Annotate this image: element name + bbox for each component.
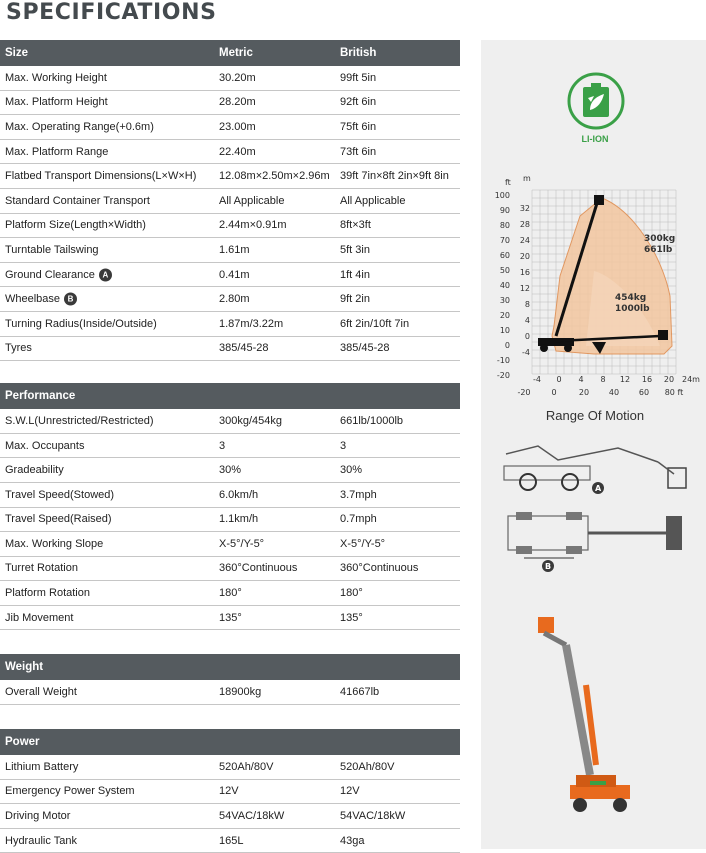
spec-label-text: S.W.L(Unrestricted/Restricted) <box>5 414 154 427</box>
british-value: 8ft×3ft <box>340 219 371 232</box>
spec-label-text: Hydraulic Tank <box>5 834 77 847</box>
british-value: 135° <box>340 611 363 624</box>
y-tick-ft: 30 <box>499 296 510 305</box>
load-label-a-lb: 661lb <box>644 245 673 255</box>
spec-label-text: Travel Speed(Stowed) <box>5 488 115 501</box>
section-performance <box>0 383 460 630</box>
range-of-motion-chart <box>494 174 700 402</box>
metric-value: 30% <box>219 464 242 477</box>
spec-label-text: Platform Rotation <box>5 587 90 600</box>
load-label-b-kg: 454kg <box>615 293 647 303</box>
table-row <box>0 189 460 214</box>
y-tick-ft: 90 <box>499 206 510 215</box>
british-value: 1ft 4in <box>340 268 370 281</box>
british-value: 520Ah/80V <box>340 760 395 773</box>
spec-label <box>5 318 157 330</box>
y-tick-ft: 80 <box>499 221 510 230</box>
y-tick-m: 4 <box>524 316 530 325</box>
spec-label <box>5 785 135 797</box>
table-row <box>0 804 460 829</box>
section-gap <box>0 705 460 729</box>
x-tick-m: 4 <box>578 375 584 384</box>
british-value: 12V <box>340 785 360 798</box>
metric-value: 0.41m <box>219 268 250 281</box>
boom-lift-illustration <box>530 615 640 815</box>
spec-label-text: Max. Occupants <box>5 439 85 452</box>
british-value: 0.7mph <box>340 513 377 526</box>
section-power <box>0 729 460 853</box>
section-gap <box>0 361 460 383</box>
table-row <box>0 263 460 288</box>
table-row <box>0 606 460 631</box>
table-row <box>0 508 460 533</box>
table-row <box>0 780 460 805</box>
spec-label-text: Standard Container Transport <box>5 194 150 207</box>
x-tick-ft: 20 <box>578 388 590 397</box>
table-row <box>0 238 460 263</box>
british-value: 6ft 2in/10ft 7in <box>340 317 410 330</box>
table-row <box>0 532 460 557</box>
y-tick-m: -4 <box>522 348 530 357</box>
spec-label-text: Max. Platform Height <box>5 96 108 109</box>
metric-value: 12.08m×2.50m×2.96m <box>219 170 330 183</box>
x-tick-ft: 80 ft <box>664 388 684 397</box>
x-tick-m: 0 <box>556 375 562 384</box>
metric-value: 1.1km/h <box>219 513 259 526</box>
metric-value: 30.20m <box>219 71 256 84</box>
british-value: 75ft 6in <box>340 120 377 133</box>
table-row <box>0 409 460 434</box>
section-title: Size <box>5 47 29 59</box>
table-row <box>0 581 460 606</box>
marker-a <box>592 482 604 494</box>
page-title: SPECIFICATIONS <box>6 0 217 25</box>
section-title: Performance <box>5 390 76 403</box>
metric-value: 180° <box>219 587 242 600</box>
spec-label <box>5 219 146 231</box>
british-value: 99ft 5in <box>340 71 377 84</box>
dimension-marker-badge: A <box>99 268 112 281</box>
spec-label <box>5 170 196 182</box>
british-value: 3 <box>340 439 347 452</box>
spec-label-text: Turntable Tailswing <box>5 243 99 256</box>
spec-label-text: Travel Speed(Raised) <box>5 513 112 526</box>
y-tick-ft: 100 <box>494 191 510 200</box>
machine-side-view-diagram <box>498 440 694 500</box>
spec-label <box>5 513 112 525</box>
y-tick-m: 0 <box>524 332 530 341</box>
british-value: All Applicable <box>340 194 406 207</box>
table-row <box>0 140 460 165</box>
x-tick-m: 20 <box>663 375 675 384</box>
spec-label <box>5 342 32 354</box>
metric-value: 300kg/454kg <box>219 414 282 427</box>
spec-label <box>5 538 103 550</box>
x-tick-ft: -20 <box>517 388 531 397</box>
spec-label-text: Max. Working Slope <box>5 537 104 550</box>
table-row <box>0 680 460 705</box>
table-row <box>0 557 460 582</box>
spec-label <box>5 96 108 108</box>
metric-value: 54VAC/18kW <box>219 810 285 823</box>
section-header <box>0 383 460 409</box>
table-row <box>0 458 460 483</box>
metric-value: 3 <box>219 439 226 452</box>
metric-value: 12V <box>219 785 239 798</box>
x-tick-m: -4 <box>533 375 541 384</box>
spec-label-text: Turret Rotation <box>5 562 78 575</box>
y-unit-m: m <box>523 174 531 183</box>
spec-label-text: Lithium Battery <box>5 760 79 773</box>
metric-value: 1.61m <box>219 243 250 256</box>
metric-value: 28.20m <box>219 96 256 109</box>
table-row <box>0 164 460 189</box>
spec-label-text: Gradeability <box>5 464 64 477</box>
section-title: Power <box>5 736 40 749</box>
y-tick-ft: 40 <box>499 281 510 290</box>
y-tick-m: 32 <box>519 204 530 213</box>
metric-column-header: Metric <box>219 47 253 59</box>
metric-value: 23.00m <box>219 120 256 133</box>
svg-text:B: B <box>545 562 552 571</box>
x-tick-m: 16 <box>641 375 653 384</box>
british-value: 39ft 7in×8ft 2in×9ft 8in <box>340 170 449 183</box>
section-gap <box>0 630 460 654</box>
british-value: 43ga <box>340 834 365 847</box>
spec-label <box>5 415 154 427</box>
y-tick-ft: 0 <box>504 341 510 350</box>
x-tick-m: 12 <box>619 375 631 384</box>
metric-value: 2.80m <box>219 293 250 306</box>
table-row <box>0 483 460 508</box>
spec-label <box>5 562 78 574</box>
machine-top-view-diagram <box>498 508 694 576</box>
y-unit-ft: ft <box>505 178 511 187</box>
spec-label <box>5 146 108 158</box>
y-tick-ft: 10 <box>499 326 510 335</box>
table-row <box>0 755 460 780</box>
section-title: Weight <box>5 661 44 674</box>
metric-value: 2.44m×0.91m <box>219 219 287 232</box>
y-tick-m: 16 <box>519 268 530 277</box>
spec-label <box>5 195 150 207</box>
spec-label <box>5 686 77 698</box>
dimension-marker-badge: B <box>64 293 77 306</box>
x-tick-ft: 60 <box>638 388 650 397</box>
spec-label-text: Emergency Power System <box>5 785 135 798</box>
spec-label <box>5 293 77 306</box>
spec-label <box>5 244 99 256</box>
x-tick-m: 24m <box>682 375 700 384</box>
spec-label <box>5 835 77 847</box>
british-value: 41667lb <box>340 686 380 699</box>
metric-value: X-5°/Y-5° <box>219 537 265 550</box>
spec-label <box>5 440 84 452</box>
spec-label <box>5 587 90 599</box>
british-value: 92ft 6in <box>340 96 377 109</box>
range-of-motion-label: Range Of Motion <box>545 408 645 423</box>
british-value: 3.7mph <box>340 488 377 501</box>
british-value: 360°Continuous <box>340 562 419 575</box>
spec-label <box>5 489 114 501</box>
metric-value: 135° <box>219 611 242 624</box>
table-row <box>0 115 460 140</box>
spec-label <box>5 464 64 476</box>
section-header <box>0 40 460 66</box>
li-ion-battery-icon <box>566 70 626 132</box>
table-row <box>0 214 460 239</box>
metric-value: 6.0km/h <box>219 488 259 501</box>
spec-label-text: Turning Radius(Inside/Outside) <box>5 317 157 330</box>
spec-label-text: Jib Movement <box>5 611 74 624</box>
section-weight <box>0 654 460 705</box>
metric-value: 520Ah/80V <box>219 760 274 773</box>
metric-value: 18900kg <box>219 686 262 699</box>
spec-label-text: Overall Weight <box>5 686 77 699</box>
british-value: 9ft 2in <box>340 293 370 306</box>
load-label-b-lb: 1000lb <box>615 304 650 314</box>
y-tick-ft: 60 <box>499 251 510 260</box>
y-tick-m: 20 <box>519 252 530 261</box>
x-tick-ft: 0 <box>551 388 557 397</box>
british-value: 73ft 6in <box>340 145 377 158</box>
british-value: 661lb/1000lb <box>340 414 404 427</box>
x-tick-m: 8 <box>600 375 606 384</box>
metric-value: 1.87m/3.22m <box>219 317 284 330</box>
british-value: X-5°/Y-5° <box>340 537 386 550</box>
section-header <box>0 654 460 680</box>
british-value: 30% <box>340 464 363 477</box>
y-tick-ft: 70 <box>499 236 510 245</box>
y-tick-ft: 20 <box>499 311 510 320</box>
table-row <box>0 287 460 312</box>
metric-value: All Applicable <box>219 194 285 207</box>
spec-label <box>5 268 112 281</box>
spec-label <box>5 761 78 773</box>
table-row <box>0 66 460 91</box>
table-row <box>0 434 460 459</box>
section-header <box>0 729 460 755</box>
british-column-header: British <box>340 47 377 59</box>
load-label-a-kg: 300kg <box>644 234 676 244</box>
british-value: 180° <box>340 587 363 600</box>
metric-value: 385/45-28 <box>219 342 269 355</box>
y-tick-m: 24 <box>519 236 530 245</box>
spec-label <box>5 72 107 84</box>
y-tick-m: 28 <box>519 220 530 229</box>
british-value: 5ft 3in <box>340 243 370 256</box>
y-tick-ft: -20 <box>496 371 510 380</box>
british-value: 54VAC/18kW <box>340 810 406 823</box>
marker-b <box>542 560 554 572</box>
british-value: 385/45-28 <box>340 342 390 355</box>
spec-label-text: Wheelbase <box>5 293 61 306</box>
spec-label <box>5 810 70 822</box>
table-row <box>0 337 460 362</box>
spec-label <box>5 121 154 133</box>
y-tick-m: 12 <box>519 284 530 293</box>
table-row <box>0 91 460 116</box>
metric-value: 360°Continuous <box>219 562 298 575</box>
spec-label-text: Max. Platform Range <box>5 145 109 158</box>
table-row <box>0 312 460 337</box>
specifications-tables <box>0 40 460 853</box>
spec-label-text: Flatbed Transport Dimensions(L×W×H) <box>5 170 197 183</box>
spec-label-text: Max. Operating Range(+0.6m) <box>5 120 154 133</box>
spec-label-text: Ground Clearance <box>5 268 95 281</box>
metric-value: 22.40m <box>219 145 256 158</box>
y-tick-ft: 50 <box>499 266 510 275</box>
section-size <box>0 40 460 361</box>
spec-label-text: Platform Size(Length×Width) <box>5 219 146 232</box>
y-tick-m: 8 <box>524 300 530 309</box>
spec-label-text: Driving Motor <box>5 810 71 823</box>
svg-text:A: A <box>595 484 602 493</box>
x-tick-ft: 40 <box>608 388 620 397</box>
table-row <box>0 829 460 853</box>
li-ion-label: LI-ION <box>581 134 609 144</box>
spec-label-text: Tyres <box>5 342 32 355</box>
metric-value: 165L <box>219 834 244 847</box>
spec-label <box>5 612 73 624</box>
y-tick-ft: -10 <box>496 356 510 365</box>
spec-label-text: Max. Working Height <box>5 71 107 84</box>
